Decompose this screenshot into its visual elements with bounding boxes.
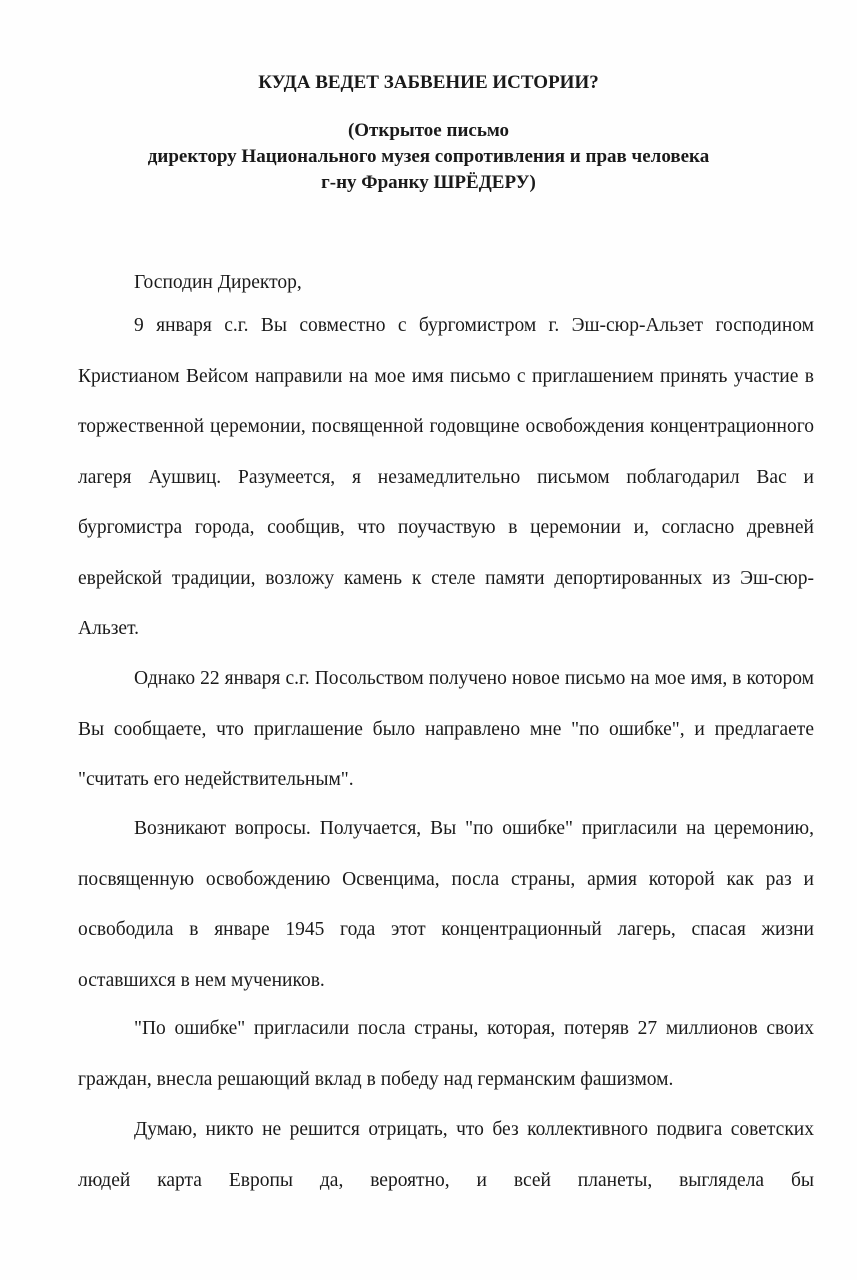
paragraph-3-block	[78, 804, 814, 1006]
paragraph-4-block	[78, 1004, 814, 1105]
letter-subtitle-line-3: г-ну Франку ШРЁДЕРУ)	[321, 172, 536, 193]
paragraph-2-block	[78, 654, 814, 806]
letter-subtitle-line-1: (Открытое письмо	[347, 120, 510, 141]
letter-subtitle-line-2: директору Национального музея сопротивления и прав человека	[147, 146, 710, 167]
paragraph-1-block	[78, 301, 814, 655]
paragraph: 9 января с.г. Вы совместно с бургомистром г. Эш-сюр-Альзет господином Кристианом Вейсом направили на мое имя письмо с приглашением принять участие в торжественной церемонии, посвященной годовщине освобождения концентрационного лагеря Аушвиц. Разумеется, я незамедлительно письмом поблагодарил Вас и бургомистра города, сообщив, что поучаствую в церемонии и, согласно древней еврейской традиции, возложу камень к стеле памяти депортированных из Эш-сюр-Альзет.	[78, 315, 814, 639]
paragraph: Думаю, никто не решится отрицать, что без коллективного подвига советских людей карта Европы да, вероятно, и всей планеты, выглядела бы	[78, 1119, 814, 1191]
paragraph: Возникают вопросы. Получается, Вы "по ошибке" пригласили на церемонию, посвященную освобождению Освенцима, посла страны, армия которой как раз и освободила в январе 1945 года этот концентрационный лагерь, спасая жизни оставшихся в нем мучеников.	[78, 818, 814, 991]
salutation: Господин Директор,	[134, 272, 302, 293]
paragraph: "По ошибке" пригласили посла страны, которая, потеряв 27 миллионов своих граждан, внесла решающий вклад в победу над германским фашизмом.	[78, 1018, 814, 1090]
paragraph: Однако 22 января с.г. Посольством получено новое письмо на мое имя, в котором Вы сообщаете, что приглашение было направлено мне "по ошибке", и предлагаете "считать его недействительным".	[78, 668, 814, 790]
paragraph-5-block	[78, 1105, 814, 1206]
letter-title: КУДА ВЕДЕТ ЗАБВЕНИЕ ИСТОРИИ?	[258, 72, 599, 93]
